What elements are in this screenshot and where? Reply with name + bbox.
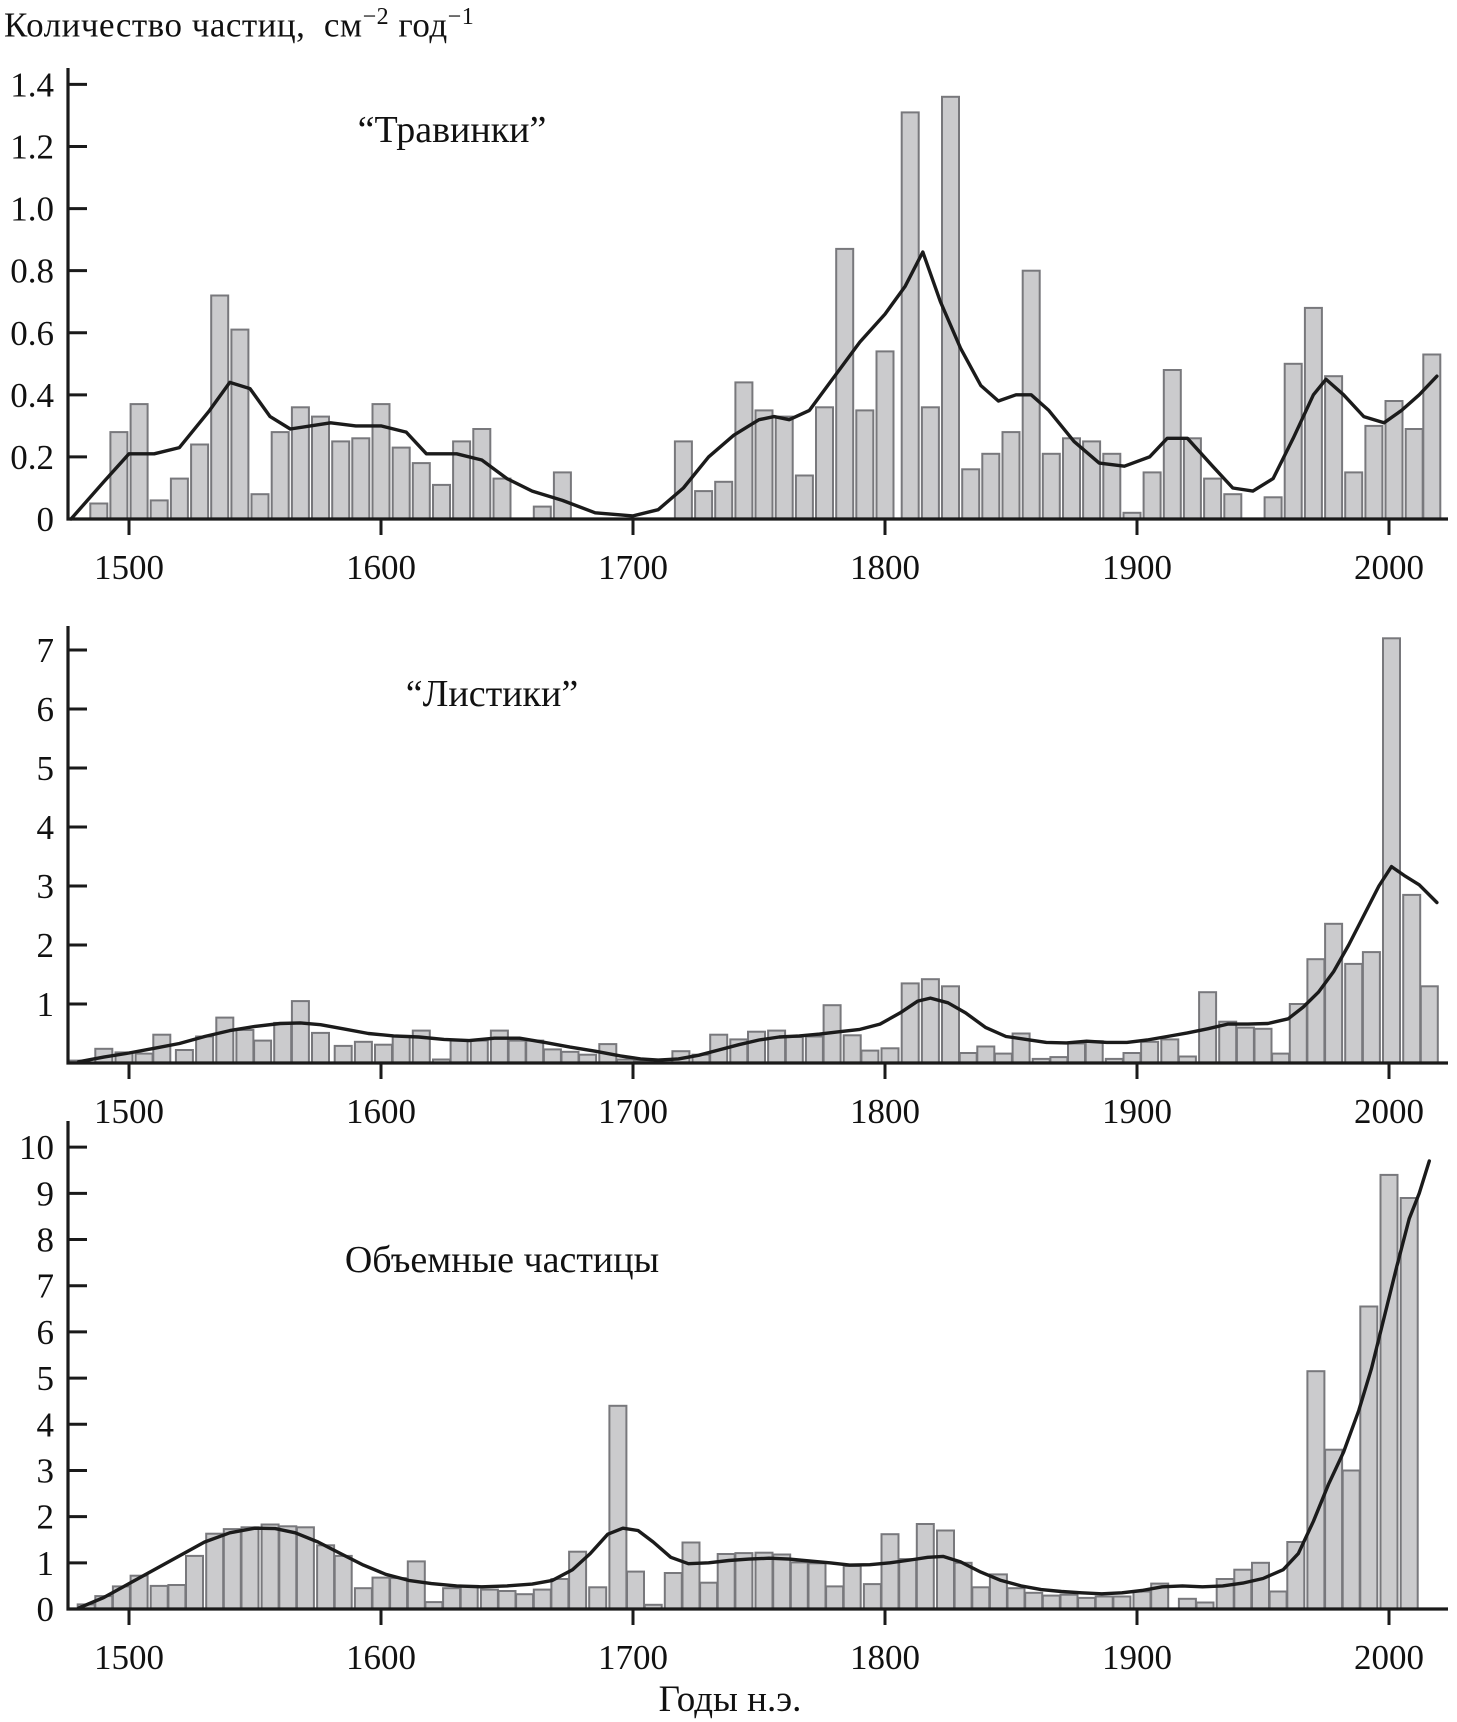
bar [1164, 370, 1181, 519]
bar [292, 1001, 309, 1063]
bar [554, 472, 571, 519]
bar [1113, 1597, 1130, 1610]
bar [393, 1036, 410, 1063]
axis [68, 626, 1448, 1063]
bar [627, 1572, 644, 1609]
y-tick-label: 4 [36, 1405, 54, 1445]
bar [902, 112, 919, 519]
bar [481, 1590, 498, 1609]
bar [917, 1524, 934, 1609]
x-tick-label: 1800 [850, 1092, 920, 1131]
bar [335, 1556, 352, 1609]
bar [393, 448, 410, 519]
bar [806, 1037, 823, 1064]
panel-title-travinki: “Травинки” [357, 109, 547, 151]
bar [373, 404, 390, 519]
bar [90, 504, 107, 520]
x-tick-label: 1900 [1102, 1638, 1172, 1677]
bar [1043, 454, 1060, 519]
bar [1406, 429, 1423, 519]
bar [236, 1030, 253, 1063]
y-tick-label: 0 [36, 1590, 54, 1629]
bar [982, 454, 999, 519]
bar [1307, 1371, 1324, 1609]
bar [262, 1525, 279, 1610]
bar [1401, 1198, 1418, 1609]
bar [836, 249, 853, 519]
bar [756, 410, 773, 519]
y-tick-label: 1.0 [10, 189, 54, 229]
bar [390, 1578, 407, 1609]
bar [335, 1046, 352, 1063]
bar [786, 1037, 803, 1063]
bar [151, 1586, 168, 1609]
bar [1237, 1028, 1254, 1063]
y-tick-label: 1 [36, 1543, 54, 1583]
bar [796, 476, 813, 520]
x-tick-label: 1900 [1102, 548, 1172, 587]
bar [254, 1041, 271, 1063]
bar [1068, 1044, 1085, 1064]
x-tick-label: 1700 [598, 1092, 668, 1131]
bar [922, 979, 939, 1063]
y-tick-label: 0.2 [10, 437, 54, 477]
bar [877, 351, 894, 519]
y-axis-title-sup-1: −1 [447, 4, 475, 30]
bar [1003, 432, 1020, 519]
bar [902, 983, 919, 1063]
bar [443, 1588, 460, 1609]
bar [1403, 895, 1420, 1063]
bar [922, 407, 939, 519]
bar [526, 1041, 543, 1063]
bar [1383, 638, 1400, 1063]
bar [413, 463, 430, 519]
bar [279, 1526, 296, 1609]
bar [955, 1563, 972, 1609]
bar [509, 1041, 526, 1063]
bar [1252, 1563, 1269, 1609]
x-tick-label: 1800 [850, 1638, 920, 1677]
bar [312, 417, 329, 519]
bar [942, 986, 959, 1063]
bar [499, 1591, 516, 1609]
bar [972, 1587, 989, 1609]
bar [844, 1035, 861, 1063]
bar [534, 1590, 551, 1609]
bar [1325, 924, 1342, 1063]
bar [494, 479, 511, 519]
x-tick-label: 1800 [850, 548, 920, 587]
x-tick-label: 1600 [346, 1092, 416, 1131]
bar [168, 1585, 185, 1609]
bar [1363, 952, 1380, 1063]
bar [1078, 1598, 1095, 1609]
bar [773, 1555, 790, 1610]
bar [1043, 1596, 1060, 1609]
x-tick-label: 1500 [94, 1092, 164, 1131]
bar [665, 1573, 682, 1609]
bar [312, 1033, 329, 1063]
y-tick-label: 1.2 [10, 127, 54, 167]
x-tick-label: 1900 [1102, 1092, 1172, 1131]
bar [171, 479, 188, 519]
bar [1325, 376, 1342, 519]
bar [110, 432, 127, 519]
bar [373, 1578, 390, 1609]
y-tick-label: 7 [36, 1266, 54, 1306]
bar [816, 407, 833, 519]
bar [715, 482, 732, 519]
x-tick-label: 2000 [1354, 1092, 1424, 1131]
bar [375, 1045, 392, 1063]
bar [1204, 479, 1221, 519]
bar [882, 1048, 899, 1063]
bar [131, 404, 148, 519]
bar [1219, 1022, 1236, 1063]
bar [962, 469, 979, 519]
bar [206, 1534, 223, 1609]
bar [1381, 1175, 1398, 1609]
x-tick-label: 1600 [346, 548, 416, 587]
bar [937, 1531, 954, 1610]
y-axis-title-sup-2: −2 [362, 4, 390, 30]
panel-0 [10, 65, 1448, 587]
bar [1063, 438, 1080, 519]
bar [451, 1041, 468, 1063]
y-tick-label: 0.8 [10, 251, 54, 291]
y-tick-label: 4 [36, 808, 54, 848]
y-tick-label: 3 [36, 867, 54, 907]
bar [589, 1587, 606, 1609]
bar [609, 1406, 626, 1609]
bar [861, 1051, 878, 1063]
y-tick-label: 7 [36, 631, 54, 671]
bar [1255, 1029, 1272, 1063]
bar [1307, 959, 1324, 1063]
bar [272, 432, 289, 519]
bar [231, 330, 248, 519]
bar [551, 1579, 568, 1609]
bar [242, 1527, 259, 1609]
bar [1265, 497, 1282, 519]
bar [864, 1584, 881, 1609]
bar [1086, 1041, 1103, 1063]
bar [355, 1042, 372, 1063]
bar [544, 1049, 561, 1063]
bar [826, 1586, 843, 1609]
bar [899, 1559, 916, 1609]
bar [1345, 964, 1362, 1063]
bar [562, 1052, 579, 1063]
bar [695, 491, 712, 519]
bar [776, 417, 793, 519]
bar [1234, 1570, 1251, 1609]
bar [516, 1594, 533, 1609]
bar [317, 1545, 334, 1609]
bar [1025, 1593, 1042, 1609]
y-tick-label: 5 [36, 1359, 54, 1399]
x-tick-label: 1500 [94, 548, 164, 587]
bar [756, 1553, 773, 1609]
bar [352, 438, 369, 519]
bar [1141, 1042, 1158, 1063]
x-tick-label: 1700 [598, 1638, 668, 1677]
bar [176, 1050, 193, 1063]
y-tick-label: 10 [19, 1128, 54, 1168]
bar [1161, 1039, 1178, 1063]
bar [1096, 1597, 1113, 1610]
bar [1365, 426, 1382, 519]
bar [791, 1562, 808, 1609]
bar [186, 1556, 203, 1609]
x-axis-title: Годы н.э. [658, 1679, 802, 1720]
y-tick-label: 8 [36, 1220, 54, 1260]
bar [700, 1583, 717, 1609]
bar [534, 507, 551, 519]
bar [491, 1031, 508, 1063]
bar [1144, 472, 1161, 519]
bar [151, 500, 168, 519]
y-tick-label: 3 [36, 1451, 54, 1491]
y-tick-label: 5 [36, 749, 54, 789]
bar [355, 1588, 372, 1609]
x-tick-label: 1500 [94, 1638, 164, 1677]
panel-title-volumetric: Объемные частицы [344, 1239, 660, 1281]
panel-1 [37, 626, 1449, 1131]
bar [1008, 1588, 1025, 1609]
bar [1305, 308, 1322, 519]
bar [461, 1586, 478, 1609]
panel-title-listiki: “Листики” [405, 673, 579, 715]
bar [292, 407, 309, 519]
y-tick-label: 0 [36, 500, 54, 539]
bar [471, 1041, 488, 1063]
y-tick-label: 2 [36, 1497, 54, 1537]
y-tick-label: 0.6 [10, 313, 54, 353]
bar [683, 1543, 700, 1610]
x-tick-label: 2000 [1354, 548, 1424, 587]
x-tick-label: 2000 [1354, 1638, 1424, 1677]
y-tick-label: 1 [36, 985, 54, 1025]
y-tick-label: 1.4 [10, 65, 54, 105]
bar [1134, 1592, 1151, 1610]
bar [191, 445, 208, 520]
bar [408, 1561, 425, 1609]
bar [1421, 986, 1438, 1063]
bar [1270, 1592, 1287, 1610]
bar [252, 494, 269, 519]
bar [1287, 1542, 1304, 1609]
bar [856, 410, 873, 519]
bar [216, 1018, 233, 1063]
bar [1061, 1595, 1078, 1609]
bar [1224, 494, 1241, 519]
bar [977, 1047, 994, 1064]
y-axis-title-text: Количество частиц, см [4, 5, 363, 45]
y-tick-label: 9 [36, 1174, 54, 1214]
x-tick-label: 1600 [346, 1638, 416, 1677]
bar [433, 485, 450, 519]
bar [1343, 1471, 1360, 1610]
bar [473, 429, 490, 519]
bar [882, 1534, 899, 1609]
bar [332, 441, 349, 519]
bar [196, 1037, 213, 1064]
bar [1345, 472, 1362, 519]
panel-2 [19, 1121, 1448, 1677]
y-tick-label: 0.4 [10, 375, 54, 415]
y-tick-label: 6 [36, 690, 54, 730]
bar [735, 382, 752, 519]
bar [809, 1563, 826, 1609]
y-tick-label: 2 [36, 926, 54, 966]
y-tick-label: 6 [36, 1312, 54, 1352]
x-tick-label: 1700 [598, 548, 668, 587]
bar [224, 1529, 241, 1609]
y-axis-title-text2: год [389, 5, 448, 45]
bar [844, 1566, 861, 1609]
bar [748, 1032, 765, 1063]
bar [274, 1023, 291, 1063]
